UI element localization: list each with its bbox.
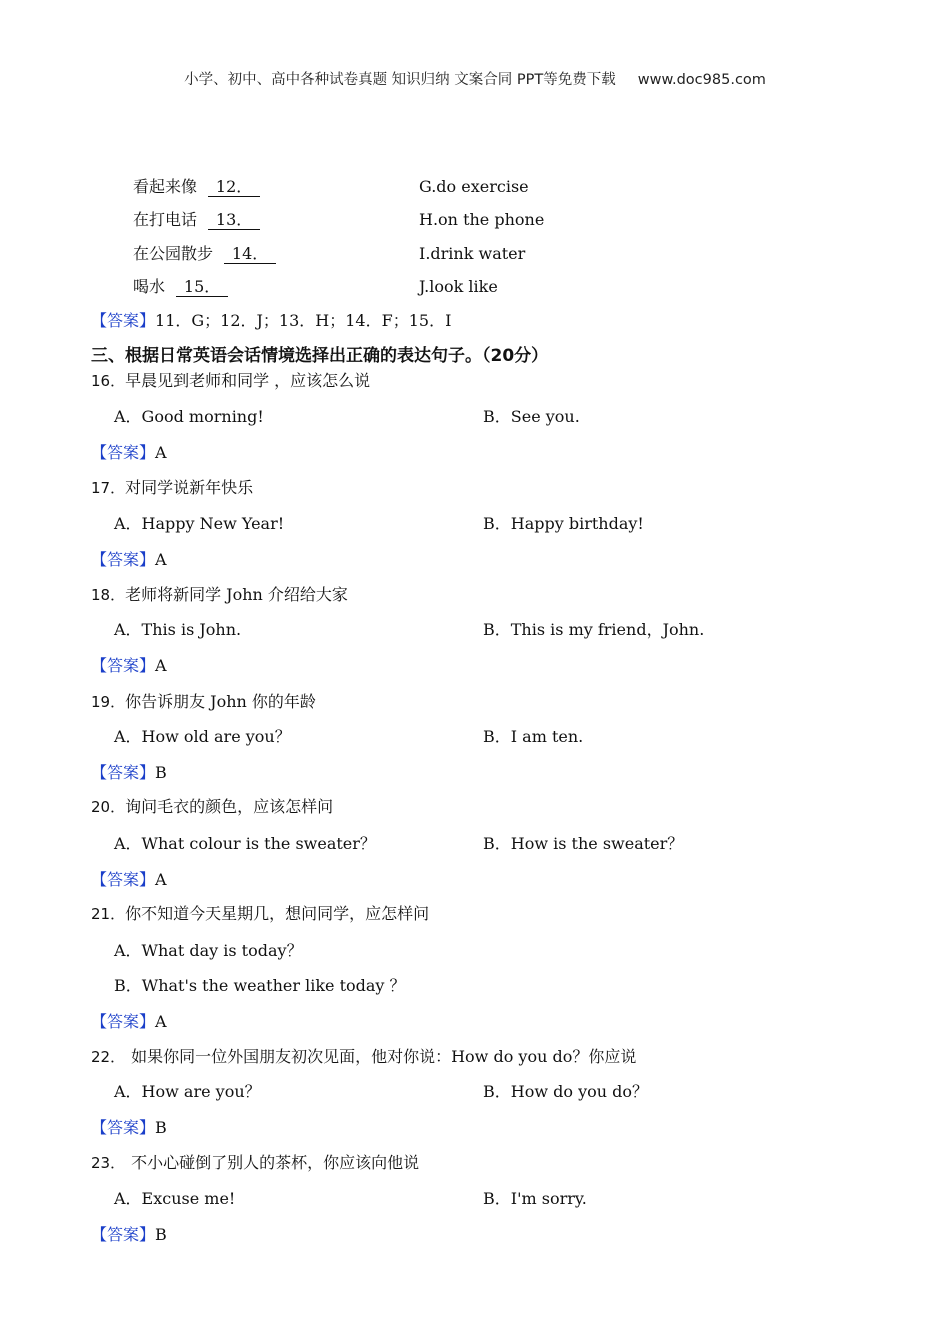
question-text: 老师将新同学 John 介绍给大家 — [125, 585, 348, 604]
question-text: 询问毛衣的颜色，应该怎样问 — [125, 797, 334, 816]
matching-cn: 在公园散步 — [133, 244, 214, 263]
answer-blank: 15． — [176, 278, 228, 297]
option-a: A．How are you？ — [114, 1082, 261, 1101]
answer-label: 【答案】 — [91, 443, 156, 462]
question-number: 18． — [91, 586, 126, 604]
matching-cn: 看起来像 — [133, 177, 198, 196]
answer-label: 【答案】 — [91, 550, 156, 569]
matching-option-h: H.on the phone — [419, 210, 545, 229]
answer-value: A — [155, 550, 167, 569]
question-number: 23． — [91, 1154, 126, 1172]
matching-row-14 — [133, 244, 276, 264]
matching-answer — [91, 311, 451, 331]
answer-20 — [91, 870, 167, 890]
answer-label: 【答案】 — [91, 763, 156, 782]
option-a: A．What colour is the sweater？ — [114, 834, 376, 853]
question-23 — [91, 1153, 419, 1173]
option-b: B．See you. — [483, 407, 580, 426]
matching-row-12 — [133, 177, 260, 197]
question-number: 16． — [91, 372, 126, 390]
answer-blank: 12． — [208, 178, 260, 197]
matching-cn: 喝水 — [133, 277, 166, 296]
question-number: 17． — [91, 479, 126, 497]
question-22 — [91, 1047, 636, 1067]
question-text: 你告诉朋友 John 你的年龄 — [125, 692, 316, 711]
answer-label: 【答案】 — [91, 1225, 156, 1244]
question-18 — [91, 585, 348, 605]
answer-label: 【答案】 — [91, 311, 156, 330]
answer-16 — [91, 443, 167, 463]
answer-value: B — [155, 1118, 167, 1137]
answer-value: A — [155, 443, 167, 462]
answer-value: B — [155, 763, 167, 782]
answer-17 — [91, 550, 167, 570]
answer-label: 【答案】 — [91, 1012, 156, 1031]
option-b: B．How do you do？ — [483, 1082, 649, 1101]
question-17 — [91, 478, 253, 498]
option-a: A．This is John. — [114, 620, 242, 639]
answer-23 — [91, 1225, 167, 1245]
question-number: 21． — [91, 905, 126, 923]
answer-22 — [91, 1118, 167, 1138]
option-b: B．I am ten. — [483, 727, 584, 746]
section-title: 三、根据日常英语会话情境选择出正确的表达句子。（20分） — [91, 346, 549, 366]
answer-19 — [91, 763, 167, 783]
answer-value: A — [155, 870, 167, 889]
answer-blank: 13． — [208, 211, 260, 230]
option-b: B．How is the sweater？ — [483, 834, 684, 853]
answer-blank: 14． — [224, 245, 276, 264]
question-21 — [91, 904, 429, 924]
answer-18 — [91, 656, 167, 676]
option-a: A．Excuse me! — [114, 1189, 236, 1208]
option-a: A．What day is today？ — [114, 941, 303, 960]
question-16 — [91, 371, 370, 391]
answer-value: B — [155, 1225, 167, 1244]
question-text: 如果你同一位外国朋友初次见面，他对你说：How do you do？你应说 — [131, 1047, 637, 1066]
answer-label: 【答案】 — [91, 656, 156, 675]
question-text: 不小心碰倒了别人的茶杯，你应该向他说 — [131, 1153, 420, 1172]
question-text: 你不知道今天星期几，想问同学，应怎样问 — [125, 904, 430, 923]
question-19 — [91, 692, 316, 712]
matching-option-j: J.look like — [419, 277, 498, 296]
option-a: A．Happy New Year! — [114, 514, 285, 533]
matching-cn: 在打电话 — [133, 210, 198, 229]
answer-21 — [91, 1012, 167, 1032]
option-b: B．What's the weather like today ？ — [114, 976, 406, 995]
question-text: 对同学说新年快乐 — [125, 478, 254, 497]
answer-label: 【答案】 — [91, 870, 156, 889]
question-text: 早晨见到老师和同学 ，应该怎么说 — [125, 371, 371, 390]
option-a: A．How old are you？ — [114, 727, 291, 746]
option-b: B．This is my friend，John. — [483, 620, 705, 639]
matching-row-15 — [133, 277, 228, 297]
option-b: B．I'm sorry. — [483, 1189, 587, 1208]
matching-option-g: G.do exercise — [419, 177, 529, 196]
header-text: 小学、初中、高中各种试卷真题 知识归纳 文案合同 PPT等免费下载 — [184, 72, 616, 88]
matching-option-i: I.drink water — [419, 244, 526, 263]
option-a: A．Good morning! — [114, 407, 264, 426]
option-b: B．Happy birthday! — [483, 514, 644, 533]
question-20 — [91, 797, 333, 817]
question-number: 20． — [91, 798, 126, 816]
answer-value: 11．G；12．J；13．H；14．F；15．I — [155, 311, 452, 330]
page-header — [0, 68, 950, 89]
matching-row-13 — [133, 210, 260, 230]
header-site-link[interactable]: www.doc985.com — [637, 72, 766, 88]
answer-value: A — [155, 1012, 167, 1031]
answer-label: 【答案】 — [91, 1118, 156, 1137]
answer-value: A — [155, 656, 167, 675]
question-number: 22． — [91, 1048, 126, 1066]
question-number: 19． — [91, 693, 126, 711]
